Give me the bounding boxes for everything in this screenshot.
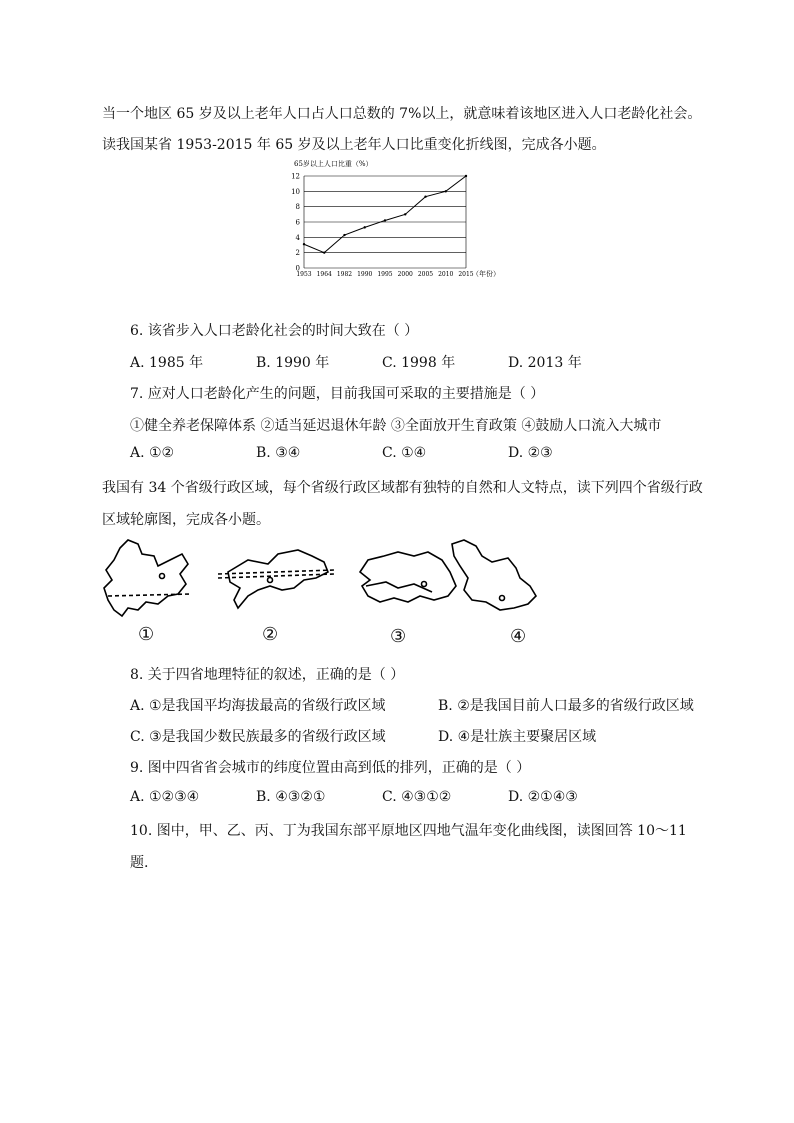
chart-ylabel: 65岁以上人口比重（%） [294, 160, 373, 168]
aging-line-chart [284, 156, 510, 280]
province-map-1 [104, 540, 190, 616]
intro2-line-2: 区域轮廓图，完成各小题。 [102, 512, 270, 528]
map-label-1: ① [138, 624, 155, 645]
q6-option-b[interactable]: B. 1990 年 [256, 355, 330, 371]
chart-point [343, 234, 345, 236]
q6-option-a[interactable]: A. 1985 年 [130, 355, 204, 371]
q9-option-b[interactable]: B. ④③②① [256, 789, 326, 805]
chart-xtick-label: 2010 [438, 271, 454, 278]
province-map-4 [452, 540, 536, 610]
chart-ytick-label: 0 [295, 264, 300, 273]
q8-option-d[interactable]: D. ④是壮族主要聚居区域 [438, 729, 597, 745]
q9-option-c[interactable]: C. ④③①② [382, 789, 452, 805]
q6-option-d[interactable]: D. 2013 年 [508, 355, 582, 371]
chart-ytick-label: 10 [291, 187, 300, 196]
intro-line-2: 读我国某省 1953-2015 年 65 岁及以上老年人口比重变化折线图，完成各小题。 [102, 137, 606, 153]
chart-xtick-label: 2000 [397, 271, 413, 278]
q7-option-c[interactable]: C. ①④ [382, 445, 427, 461]
map-label-4: ④ [510, 626, 527, 647]
chart-point [445, 190, 447, 192]
chart-xticks [296, 271, 473, 278]
map-label-3: ③ [390, 626, 407, 647]
chart-point [384, 219, 386, 221]
chart-point [424, 196, 426, 198]
chart-xtick-label: 1982 [336, 271, 353, 278]
intro2-line-1: 我国有 34 个省级行政区域，每个省级行政区域都有独特的自然和人文特点，读下列四个省级行政 [102, 480, 703, 496]
q10-line-1: 10. 图中，甲、乙、丙、丁为我国东部平原地区四地气温年变化曲线图，读图回答 10～11 [130, 823, 687, 839]
q8-stem: 8. 关于四省地理特征的叙述，正确的是（ ） [130, 667, 405, 683]
chart-point [303, 243, 305, 245]
chart-ytick-label: 8 [295, 203, 300, 212]
q7-option-a[interactable]: A. ①② [130, 445, 175, 461]
q7-option-b[interactable]: B. ③④ [256, 445, 301, 461]
chart-point [404, 213, 406, 215]
province-map-2 [218, 550, 334, 608]
province-map-3 [360, 552, 456, 602]
q7-stem: 7. 应对人口老龄化产生的问题，目前我国可采取的主要措施是（ ） [130, 386, 545, 402]
chart-series-line [304, 176, 466, 253]
chart-xtick-label: 1964 [316, 271, 332, 278]
chart-xtick-label: 1990 [357, 271, 373, 278]
chart-xtick-label: 1953 [296, 271, 312, 278]
q9-option-a[interactable]: A. ①②③④ [130, 789, 200, 805]
chart-grid [304, 176, 466, 268]
chart-point [465, 175, 467, 177]
chart-xtick-label: 1995 [377, 271, 393, 278]
chart-ytick-label: 2 [295, 249, 300, 258]
chart-point [364, 226, 366, 228]
chart-ytick-label: 6 [295, 218, 300, 227]
q7-option-d[interactable]: D. ②③ [508, 445, 553, 461]
province-outline-maps [98, 530, 538, 626]
q6-option-c[interactable]: C. 1998 年 [382, 355, 456, 371]
chart-points [303, 175, 467, 254]
chart-ytick-label: 4 [295, 233, 300, 242]
chart-xtick-label: 2015 [458, 271, 474, 278]
chart-point [323, 251, 325, 253]
chart-yticks [291, 173, 300, 273]
q6-stem: 6. 该省步入人口老龄化社会的时间大致在（ ） [130, 323, 419, 339]
q8-option-c[interactable]: C. ③是我国少数民族最多的省级行政区域 [130, 729, 386, 745]
q9-stem: 9. 图中四省省会城市的纬度位置由高到低的排列，正确的是（ ） [130, 760, 531, 776]
q8-option-a[interactable]: A. ①是我国平均海拔最高的省级行政区域 [130, 698, 386, 714]
intro-line-1: 当一个地区 65 岁及以上老年人口占人口总数的 7%以上，就意味着该地区进入人口老龄化社会。 [102, 106, 702, 122]
q7-statements: ①健全养老保障体系 ②适当延迟退休年龄 ③全面放开生育政策 ④鼓励人口流入大城市 [130, 418, 662, 434]
map-label-2: ② [262, 624, 279, 645]
q8-option-b[interactable]: B. ②是我国目前人口最多的省级行政区域 [438, 698, 694, 714]
chart-ytick-label: 12 [291, 172, 300, 181]
q10-line-2: 题. [130, 855, 149, 871]
q9-option-d[interactable]: D. ②①④③ [508, 789, 578, 805]
chart-xlabel: （年份） [472, 270, 500, 278]
chart-xtick-label: 2005 [417, 271, 434, 278]
